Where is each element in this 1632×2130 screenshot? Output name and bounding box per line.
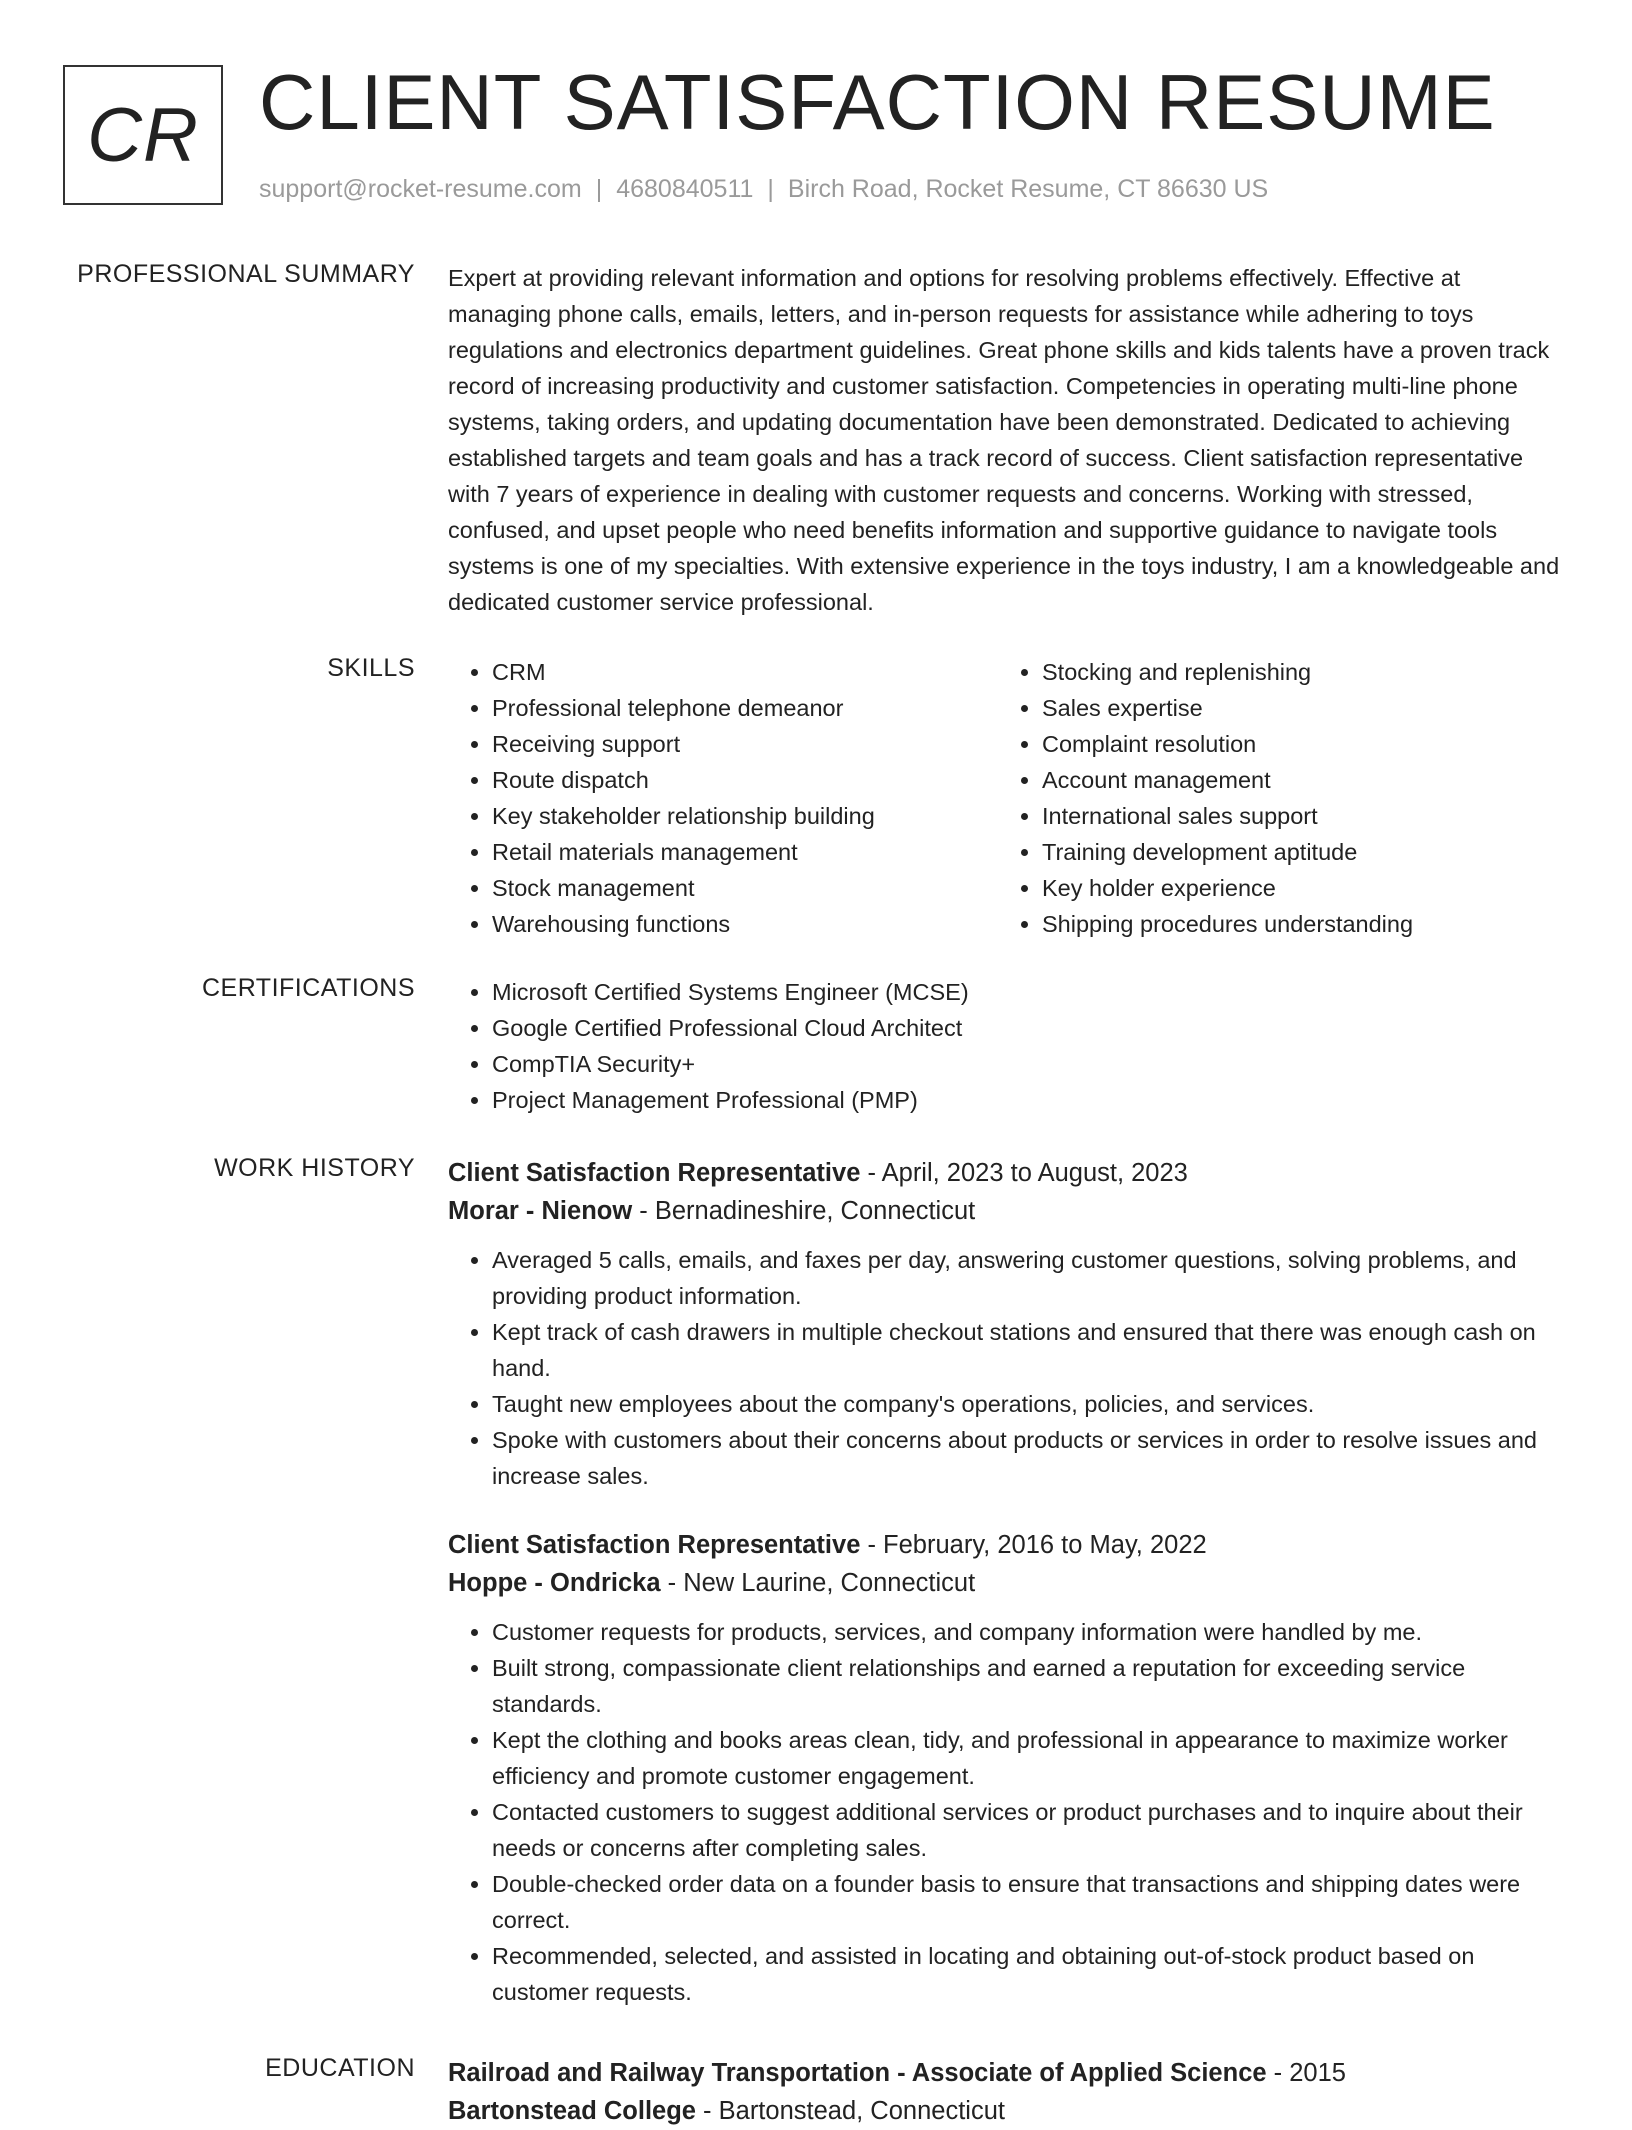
job-bullet: • Recommended, selected, and assisted in locating and obtaining out-of-stock product based on customer requests.: [492, 1938, 1568, 2010]
job-bullet: • Double-checked order data on a founder basis to ensure that transactions and shipping dates were correct.: [492, 1866, 1568, 1938]
certification-item: • Project Management Professional (PMP): [492, 1082, 1568, 1118]
skills-column-right: [998, 654, 1518, 942]
skill-item: • Sales expertise: [1042, 690, 1518, 726]
summary-body: [448, 260, 1568, 620]
skill-item: • Professional telephone demeanor: [492, 690, 968, 726]
skill-item: • Training development aptitude: [1042, 834, 1518, 870]
skills-heading: SKILLS: [327, 654, 415, 682]
contact-address: Birch Road, Rocket Resume, CT 86630 US: [787, 175, 1269, 203]
certifications-body: [448, 974, 1568, 1118]
monogram-logo: CR: [63, 65, 223, 205]
job-title-line: [448, 1526, 1568, 1564]
education-heading: EDUCATION: [265, 2054, 415, 2082]
skill-item: • Account management: [1042, 762, 1518, 798]
skill-item: • Receiving support: [492, 726, 968, 762]
skill-item: • Route dispatch: [492, 762, 968, 798]
education-location: - Bartonstead, Connecticut: [695, 2097, 1005, 2125]
summary-text: Expert at providing relevant information and options for resolving problems effectively. Effective at managing phone calls, emails, letters, and in-person requests for assistance while adhering to toys regulations and electronics department guidelines. Great phone skills and kids talents have a proven track record of increasing productivity and customer satisfaction. Competencies in operating multi-line phone systems, taking orders, and updating documentation have been demonstrated. Dedicated to achieving established targets and team goals and has a track record of success. Client satisfaction representative with 7 years of experience in dealing with customer requests and concerns. Working with stressed, confused, and upset people who need benefits information and supportive guidance to navigate tools systems is one of my specialties. With extensive experience in the toys industry, I am a knowledgeable and dedicated customer service professional.: [448, 265, 1560, 615]
education-degree: Railroad and Railway Transportation - Associate of Applied Science: [448, 2059, 1267, 2087]
job-bullet: • Averaged 5 calls, emails, and faxes per day, answering customer questions, solving problems, and providing product information.: [492, 1242, 1568, 1314]
skill-item: • Retail materials management: [492, 834, 968, 870]
job-title-line: [448, 1154, 1568, 1192]
education-school: Bartonstead College: [448, 2097, 696, 2125]
work-history-heading: WORK HISTORY: [214, 1154, 415, 1182]
certification-item: • Google Certified Professional Cloud Architect: [492, 1010, 1568, 1046]
skill-item: • Shipping procedures understanding: [1042, 906, 1518, 942]
job-location: - Bernadineshire, Connecticut: [632, 1197, 976, 1225]
work-history-body: [448, 1154, 1568, 2010]
education-body: [448, 2054, 1568, 2130]
resume-title: CLIENT SATISFACTION RESUME: [259, 58, 1496, 146]
contact-email: support@rocket-resume.com: [259, 175, 582, 203]
job-bullet: • Taught new employees about the company's operations, policies, and services.: [492, 1386, 1568, 1422]
education-school-line: [448, 2092, 1568, 2130]
certifications-heading: CERTIFICATIONS: [201, 974, 415, 1002]
job-entry: [448, 1526, 1568, 2010]
education-degree-line: [448, 2054, 1568, 2092]
job-company: Hoppe - Ondricka: [448, 1569, 661, 1597]
job-dates: - April, 2023 to August, 2023: [860, 1159, 1188, 1187]
skill-item: • Stock management: [492, 870, 968, 906]
skills-column-left: [448, 654, 968, 942]
contact-separator: |: [767, 175, 774, 203]
job-bullet: • Kept the clothing and books areas clean, tidy, and professional in appearance to maximize worker efficiency and promote customer engagement.: [492, 1722, 1568, 1794]
job-entry: [448, 1154, 1568, 1494]
skill-item: • International sales support: [1042, 798, 1518, 834]
resume-header: [63, 58, 1572, 215]
skill-item: • Complaint resolution: [1042, 726, 1518, 762]
job-company-line: [448, 1564, 1568, 1602]
certification-item: • CompTIA Security+: [492, 1046, 1568, 1082]
contact-line: [259, 175, 1268, 204]
job-company: Morar - Nienow: [448, 1197, 633, 1225]
job-bullet: • Spoke with customers about their concerns about products or services in order to resolve issues and increase sales.: [492, 1422, 1568, 1494]
job-company-line: [448, 1192, 1568, 1230]
certification-item: • Microsoft Certified Systems Engineer (MCSE): [492, 974, 1568, 1010]
skill-item: • Stocking and replenishing: [1042, 654, 1518, 690]
summary-heading: PROFESSIONAL SUMMARY: [77, 260, 415, 288]
skill-item: • Warehousing functions: [492, 906, 968, 942]
job-dates: - February, 2016 to May, 2022: [860, 1531, 1207, 1559]
skill-item: • CRM: [492, 654, 968, 690]
contact-phone: 4680840511: [616, 175, 754, 203]
job-bullet: • Kept track of cash drawers in multiple checkout stations and ensured that there was enough cash on hand.: [492, 1314, 1568, 1386]
job-title: Client Satisfaction Representative: [448, 1531, 861, 1559]
contact-separator: |: [595, 175, 603, 203]
skill-item: • Key holder experience: [1042, 870, 1518, 906]
job-location: - New Laurine, Connecticut: [660, 1569, 976, 1597]
job-bullet: • Built strong, compassionate client relationships and earned a reputation for exceeding service standards.: [492, 1650, 1568, 1722]
education-year: - 2015: [1266, 2059, 1346, 2087]
skill-item: • Key stakeholder relationship building: [492, 798, 968, 834]
job-title: Client Satisfaction Representative: [448, 1159, 861, 1187]
job-bullet: • Contacted customers to suggest additional services or product purchases and to inquire about their needs or concerns after completing sales.: [492, 1794, 1568, 1866]
job-bullet: • Customer requests for products, services, and company information were handled by me.: [492, 1614, 1568, 1650]
